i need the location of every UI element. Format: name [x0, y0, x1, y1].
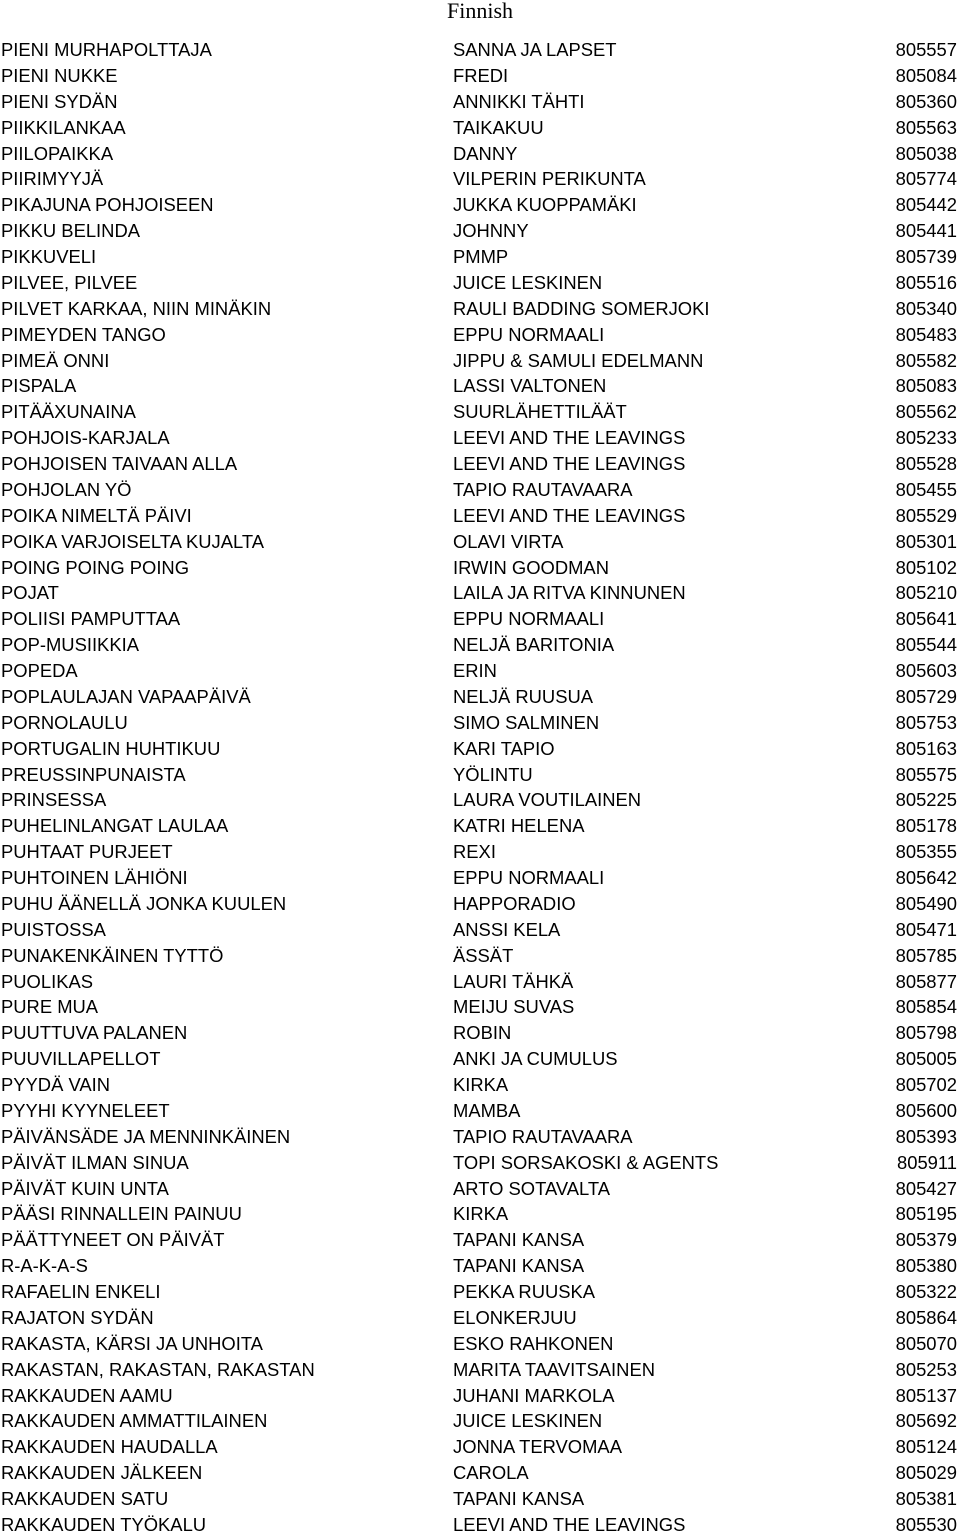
- song-list: [0, 37, 960, 1538]
- song-artist: KIRKA: [453, 1074, 509, 1095]
- song-row: [0, 373, 960, 399]
- song-code: 805210: [895, 582, 957, 604]
- song-artist: KATRI HELENA: [453, 815, 585, 837]
- song-row: [0, 813, 960, 839]
- song-artist: YÖLINTU: [453, 763, 533, 785]
- song-artist: REXI: [453, 841, 496, 863]
- song-code: 805603: [895, 660, 957, 681]
- song-row: [0, 1383, 960, 1409]
- song-artist: ELONKERJUU: [453, 1306, 577, 1328]
- song-row: [0, 632, 960, 658]
- song-title: RAKKAUDEN TYÖKALU: [1, 1513, 207, 1535]
- song-title: PYYHI KYYNELEET: [1, 1099, 170, 1121]
- song-code: 805530: [895, 1513, 957, 1535]
- song-title: PREUSSINPUNAISTA: [1, 763, 186, 785]
- song-title: RAKKAUDEN JÄLKEEN: [1, 1462, 203, 1484]
- song-code: 805322: [895, 1281, 957, 1302]
- song-artist: OLAVI VIRTA: [453, 530, 564, 552]
- song-row: [0, 1331, 960, 1357]
- song-code: 805380: [895, 1255, 957, 1277]
- song-title: PUHU ÄÄNELLÄ JONKA KUULEN: [1, 892, 287, 914]
- song-artist: EPPU NORMAALI: [453, 323, 605, 345]
- song-code: 805195: [895, 1203, 957, 1225]
- song-artist: MARITA TAAVITSAINEN: [453, 1358, 655, 1380]
- song-title: RAKKAUDEN SATU: [1, 1488, 169, 1509]
- song-title: PORNOLAULU: [1, 711, 128, 733]
- song-title: PIMEYDEN TANGO: [1, 323, 166, 345]
- song-title: PIKKUVELI: [1, 246, 97, 267]
- song-row: [0, 89, 960, 115]
- song-code: 805178: [895, 815, 957, 837]
- song-title: R-A-K-A-S: [1, 1255, 88, 1277]
- song-artist: LAILA JA RITVA KINNUNEN: [453, 582, 686, 604]
- song-title: POHJOIS-KARJALA: [1, 427, 170, 449]
- song-row: [0, 736, 960, 762]
- song-code: 805038: [895, 142, 957, 164]
- song-row: [0, 555, 960, 581]
- song-row: [0, 1227, 960, 1253]
- song-code: 805102: [895, 556, 957, 578]
- song-title: POPEDA: [1, 660, 78, 681]
- song-code: 805529: [895, 504, 957, 526]
- song-artist: ESKO RAHKONEN: [453, 1332, 614, 1354]
- song-title: POPLAULAJAN VAPAAPÄIVÄ: [1, 685, 251, 707]
- song-title: RAKKAUDEN AMMATTILAINEN: [1, 1410, 268, 1432]
- language-heading: Finnish: [446, 0, 514, 23]
- song-artist: VILPERIN PERIKUNTA: [453, 168, 646, 190]
- song-title: RAKASTAN, RAKASTAN, RAKASTAN: [1, 1358, 315, 1380]
- song-artist: JOHNNY: [453, 220, 529, 242]
- song-artist: LASSI VALTONEN: [453, 375, 607, 397]
- song-artist: ANNIKKI TÄHTI: [453, 90, 585, 112]
- song-title: PILVET KARKAA, NIIN MINÄKIN: [1, 297, 272, 319]
- song-title: PIIRIMYYJÄ: [1, 168, 104, 190]
- song-row: [0, 1512, 960, 1538]
- song-row: [0, 787, 960, 813]
- song-code: 805774: [895, 168, 957, 190]
- song-code: 805877: [895, 970, 957, 992]
- song-artist: ROBIN: [453, 1022, 512, 1044]
- song-title: PUHTOINEN LÄHIÖNI: [1, 867, 188, 888]
- song-artist: NELJÄ BARITONIA: [453, 634, 615, 656]
- song-artist: JUICE LESKINEN: [453, 1410, 603, 1432]
- song-title: PUUVILLAPELLOT: [1, 1048, 161, 1070]
- song-row: [0, 1020, 960, 1046]
- song-row: [0, 1253, 960, 1279]
- song-title: PUHTAAT PURJEET: [1, 841, 173, 863]
- song-artist: JIPPU & SAMULI EDELMANN: [453, 349, 704, 371]
- song-title: PÄIVÄT ILMAN SINUA: [1, 1151, 189, 1173]
- song-row: [0, 37, 960, 63]
- song-code: 805471: [895, 918, 957, 940]
- song-code: 805702: [895, 1074, 957, 1095]
- song-row: [0, 1176, 960, 1202]
- song-code: 805911: [896, 1151, 957, 1173]
- song-row: [0, 762, 960, 788]
- song-code: 805455: [895, 478, 957, 500]
- song-row: [0, 115, 960, 141]
- song-row: [0, 451, 960, 477]
- song-title: PIENI SYDÄN: [1, 90, 118, 112]
- song-artist: HAPPORADIO: [453, 892, 576, 914]
- song-code: 805070: [895, 1332, 957, 1354]
- song-row: [0, 399, 960, 425]
- song-artist: LEEVI AND THE LEAVINGS: [453, 427, 686, 449]
- song-row: [0, 969, 960, 995]
- song-title: PITÄÄXUNAINA: [1, 401, 136, 423]
- song-row: [0, 994, 960, 1020]
- song-artist: MEIJU SUVAS: [453, 996, 575, 1018]
- song-row: [0, 1357, 960, 1383]
- song-title: POHJOLAN YÖ: [1, 478, 132, 500]
- song-title: POJAT: [1, 582, 59, 604]
- song-row: [0, 580, 960, 606]
- song-title: PORTUGALIN HUHTIKUU: [1, 737, 221, 759]
- song-code: 805379: [895, 1229, 957, 1251]
- song-code: 805729: [895, 685, 957, 707]
- song-code: 805490: [895, 892, 957, 914]
- song-artist: LAURA VOUTILAINEN: [453, 789, 642, 811]
- song-code: 805557: [895, 39, 957, 60]
- song-artist: DANNY: [453, 142, 518, 164]
- song-row: [0, 1201, 960, 1227]
- song-artist: NELJÄ RUUSUA: [453, 685, 594, 707]
- song-artist: ÄSSÄT: [453, 944, 514, 966]
- song-artist: TAPIO RAUTAVAARA: [453, 1125, 633, 1147]
- song-artist: LAURI TÄHKÄ: [453, 970, 574, 992]
- song-title: PUOLIKAS: [1, 970, 93, 992]
- song-artist: SUURLÄHETTILÄÄT: [453, 401, 627, 423]
- song-code: 805360: [895, 90, 957, 112]
- song-artist: EPPU NORMAALI: [453, 867, 605, 888]
- song-row: [0, 1046, 960, 1072]
- song-code: 805692: [895, 1410, 957, 1432]
- song-code: 805442: [895, 194, 957, 216]
- song-title: POING POING POING: [1, 556, 190, 578]
- song-row: [0, 1460, 960, 1486]
- song-row: [0, 839, 960, 865]
- song-row: [0, 322, 960, 348]
- song-artist: FREDI: [453, 64, 509, 86]
- song-artist: LEEVI AND THE LEAVINGS: [453, 504, 686, 526]
- song-row: [0, 1072, 960, 1098]
- song-artist: TAPANI KANSA: [453, 1255, 585, 1277]
- song-row: [0, 1486, 960, 1512]
- song-code: 805137: [895, 1384, 957, 1406]
- song-row: [0, 218, 960, 244]
- song-title: PIKAJUNA POHJOISEEN: [1, 194, 214, 216]
- song-artist: LEEVI AND THE LEAVINGS: [453, 1513, 686, 1535]
- song-code: 805340: [895, 297, 957, 319]
- song-row: [0, 270, 960, 296]
- song-artist: KARI TAPIO: [453, 737, 555, 759]
- song-row: [0, 1124, 960, 1150]
- song-code: 805381: [895, 1488, 957, 1509]
- song-artist: TAPIO RAUTAVAARA: [453, 478, 633, 500]
- song-artist: EPPU NORMAALI: [453, 608, 605, 630]
- song-title: PUNAKENKÄINEN TYTTÖ: [1, 944, 224, 966]
- song-row: [0, 658, 960, 684]
- song-row: [0, 710, 960, 736]
- song-code: 805441: [895, 220, 957, 242]
- song-row: [0, 917, 960, 943]
- song-row: [0, 141, 960, 167]
- song-row: [0, 296, 960, 322]
- song-artist: MAMBA: [453, 1099, 521, 1121]
- song-artist: ANSSI KELA: [453, 918, 561, 940]
- song-artist: JUHANI MARKOLA: [453, 1384, 615, 1406]
- song-code: 805641: [895, 608, 957, 630]
- song-title: PIILOPAIKKA: [1, 142, 114, 164]
- song-title: POIKA VARJOISELTA KUJALTA: [1, 530, 264, 552]
- song-artist: IRWIN GOODMAN: [453, 556, 609, 578]
- song-artist: TAPANI KANSA: [453, 1488, 585, 1509]
- song-title: PIENI MURHAPOLTTAJA: [1, 39, 212, 60]
- song-row: [0, 166, 960, 192]
- song-artist: TAIKAKUU: [453, 116, 544, 138]
- song-code: 805562: [895, 401, 957, 423]
- song-title: PIIKKILANKAA: [1, 116, 126, 138]
- song-artist: SANNA JA LAPSET: [453, 39, 617, 60]
- song-row: [0, 192, 960, 218]
- song-artist: CAROLA: [453, 1462, 529, 1484]
- song-title: PRINSESSA: [1, 789, 107, 811]
- song-code: 805301: [895, 530, 957, 552]
- song-title: PIKKU BELINDA: [1, 220, 140, 242]
- song-code: 805575: [895, 763, 957, 785]
- song-code: 805528: [895, 453, 957, 474]
- song-title: PURE MUA: [1, 996, 99, 1018]
- song-title: PYYDÄ VAIN: [1, 1074, 111, 1095]
- song-row: [0, 1408, 960, 1434]
- song-row: [0, 529, 960, 555]
- song-artist: PEKKA RUUSKA: [453, 1281, 596, 1302]
- song-code: 805084: [895, 64, 957, 86]
- song-row: [0, 943, 960, 969]
- song-row: [0, 348, 960, 374]
- song-row: [0, 1305, 960, 1331]
- song-artist: JONNA TERVOMAA: [453, 1436, 622, 1458]
- song-code: 805582: [895, 349, 957, 371]
- song-title: POIKA NIMELTÄ PÄIVI: [1, 504, 192, 526]
- song-code: 805427: [895, 1177, 957, 1199]
- song-code: 805753: [895, 711, 957, 733]
- song-row: [0, 425, 960, 451]
- song-title: PIENI NUKKE: [1, 64, 118, 86]
- song-title: PISPALA: [1, 375, 77, 397]
- song-code: 805798: [895, 1022, 957, 1044]
- song-title: PIMEÄ ONNI: [1, 349, 110, 371]
- song-title: PUHELINLANGAT LAULAA: [1, 815, 229, 837]
- song-artist: TOPI SORSAKOSKI & AGENTS: [453, 1151, 719, 1173]
- song-title: PÄÄSI RINNALLEIN PAINUU: [1, 1203, 242, 1225]
- song-code: 805563: [895, 116, 957, 138]
- song-artist: JUKKA KUOPPAMÄKI: [453, 194, 637, 216]
- song-code: 805544: [895, 634, 957, 656]
- song-code: 805163: [895, 737, 957, 759]
- song-code: 805516: [895, 271, 957, 293]
- song-artist: SIMO SALMINEN: [453, 711, 600, 733]
- song-title: RAJATON SYDÄN: [1, 1306, 154, 1328]
- song-row: [0, 1434, 960, 1460]
- song-code: 805225: [895, 789, 957, 811]
- song-row: [0, 503, 960, 529]
- song-code: 805124: [895, 1436, 957, 1458]
- song-code: 805393: [895, 1125, 957, 1147]
- song-title: RAKKAUDEN AAMU: [1, 1384, 173, 1406]
- song-artist: ERIN: [453, 660, 497, 681]
- song-code: 805029: [895, 1462, 957, 1484]
- song-row: [0, 477, 960, 503]
- song-code: 805854: [895, 996, 957, 1018]
- song-title: PÄÄTTYNEET ON PÄIVÄT: [1, 1229, 225, 1251]
- song-row: [0, 684, 960, 710]
- song-code: 805005: [895, 1048, 957, 1070]
- song-title: RAFAELIN ENKELI: [1, 1281, 161, 1302]
- song-artist: KIRKA: [453, 1203, 509, 1225]
- song-title: PÄIVÄNSÄDE JA MENNINKÄINEN: [1, 1125, 291, 1147]
- song-row: [0, 1150, 960, 1176]
- song-code: 805864: [895, 1306, 957, 1328]
- song-title: POLIISI PAMPUTTAA: [1, 608, 181, 630]
- song-artist: ARTO SOTAVALTA: [453, 1177, 611, 1199]
- song-row: [0, 891, 960, 917]
- song-row: [0, 63, 960, 89]
- song-title: RAKASTA, KÄRSI JA UNHOITA: [1, 1332, 263, 1354]
- song-title: POHJOISEN TAIVAAN ALLA: [1, 453, 238, 474]
- page-header: [0, 0, 960, 26]
- song-row: [0, 865, 960, 891]
- song-code: 805785: [895, 944, 957, 966]
- song-title: PUUTTUVA PALANEN: [1, 1022, 188, 1044]
- song-artist: TAPANI KANSA: [453, 1229, 585, 1251]
- song-title: POP-MUSIIKKIA: [1, 634, 139, 656]
- song-title: RAKKAUDEN HAUDALLA: [1, 1436, 218, 1458]
- song-code: 805233: [895, 427, 957, 449]
- song-row: [0, 244, 960, 270]
- song-title: PUISTOSSA: [1, 918, 106, 940]
- song-artist: JUICE LESKINEN: [453, 271, 603, 293]
- song-title: PÄIVÄT KUIN UNTA: [1, 1177, 169, 1199]
- song-artist: RAULI BADDING SOMERJOKI: [453, 297, 710, 319]
- song-code: 805642: [895, 867, 957, 888]
- song-row: [0, 606, 960, 632]
- song-code: 805600: [895, 1099, 957, 1121]
- song-code: 805083: [895, 375, 957, 397]
- song-row: [0, 1098, 960, 1124]
- song-artist: ANKI JA CUMULUS: [453, 1048, 618, 1070]
- song-title: PILVEE, PILVEE: [1, 271, 138, 293]
- song-artist: PMMP: [453, 246, 509, 267]
- song-artist: LEEVI AND THE LEAVINGS: [453, 453, 686, 474]
- song-code: 805483: [895, 323, 957, 345]
- song-row: [0, 1279, 960, 1305]
- song-code: 805739: [895, 246, 957, 267]
- song-code: 805355: [895, 841, 957, 863]
- song-code: 805253: [895, 1358, 957, 1380]
